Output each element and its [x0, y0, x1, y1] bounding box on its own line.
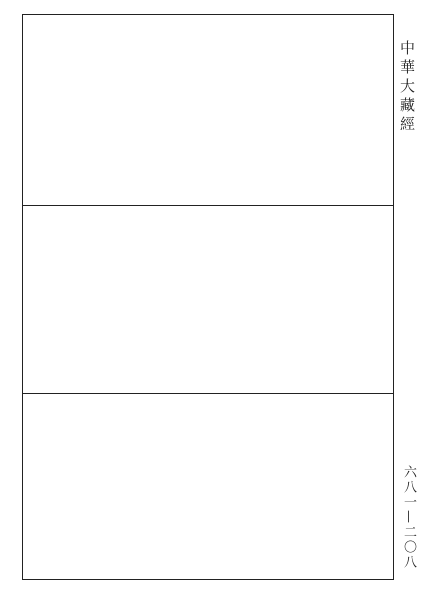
- text-frame: [22, 14, 394, 580]
- upper-panel: [23, 15, 393, 205]
- middle-panel: [23, 205, 393, 393]
- page-number: 六八一—二〇八: [401, 465, 416, 570]
- margin-title: 中華大藏經: [398, 40, 416, 135]
- lower-panel: [23, 393, 393, 578]
